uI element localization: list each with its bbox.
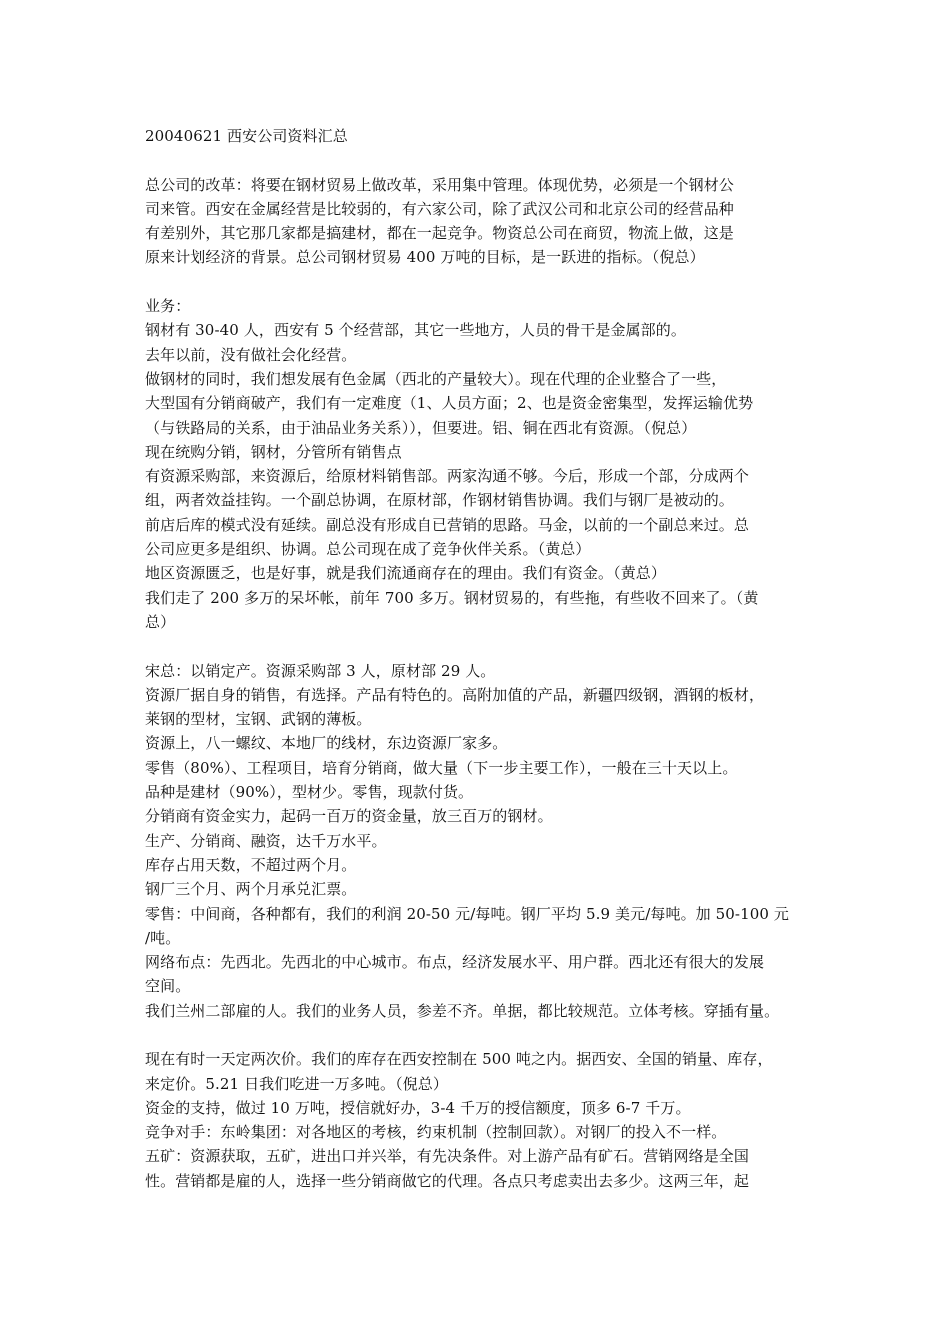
blank-line [145,270,825,294]
text-line: 库存占用天数，不超过两个月。 [145,855,357,874]
text-line: 品种是建材（90%），型材少。零售，现款付货。 [145,783,474,802]
text-line: 莱钢的型材，宝钢、武钢的薄板。 [145,710,372,729]
text-line: 有差别外，其它那几家都是搞建材，都在一起竞争。物资总公司在商贸，物流上做，这是 [145,224,734,243]
text-line: 性。营销都是雇的人，选择一些分销商做它的代理。各点只考虑卖出去多少。这两三年，起 [145,1171,750,1190]
blank-line [145,1023,825,1047]
text-line: 总） [145,612,176,631]
text-line: 组，两者效益挂钩。一个副总协调，在原材部，作钢材销售协调。我们与钢厂是被动的。 [145,491,734,510]
text-line: 生产、分销商、融资，达千万水平。 [145,831,387,850]
text-line: 司来管。西安在金属经营是比较弱的，有六家公司，除了武汉公司和北京公司的经营品种 [145,199,734,218]
text-line: 资源厂据自身的销售，有选择。产品有特色的。高附加值的产品，新疆四级钢，酒钢的板材， [145,685,765,704]
text-line: 宋总：以销定产。资源采购部 3 人，原材部 29 人。 [145,661,496,680]
text-line: 有资源采购部，来资源后，给原材料销售部。两家沟通不够。今后，形成一个部，分成两个 [145,467,750,486]
text-line: （与铁路局的关系，由于油品业务关系）），但要进。铝、铜在西北有资源。（倪总） [145,418,697,437]
text-line: 现在统购分销，钢材，分管所有销售点 [145,442,402,461]
text-line: 现在有时一天定两次价。我们的库存在西安控制在 500 吨之内。据西安、全国的销量、库存， [145,1050,773,1069]
text-line: 公司应更多是组织、协调。总公司现在成了竞争伙伴关系。（黄总） [145,540,591,559]
text-line: 分销商有资金实力，起码一百万的资金量，放三百万的钢材。 [145,807,553,826]
text-line: 钢材有 30-40 人，西安有 5 个经营部，其它一些地方，人员的骨干是金属部的。 [145,321,686,340]
section-heading: 业务： [145,297,191,316]
text-line: /吨。 [145,928,181,947]
text-line: 地区资源匮乏，也是好事，就是我们流通商存在的理由。我们有资金。（黄总） [145,564,667,583]
text-line: 总公司的改革：将要在钢材贸易上做改革，采用集中管理。体现优势，必须是一个钢材公 [145,175,734,194]
paragraph-song [145,659,825,1023]
text-line: 原来计划经济的背景。总公司钢材贸易 400 万吨的目标，是一跃进的指标。（倪总） [145,248,705,267]
text-line: 前店后库的模式没有延续。副总没有形成自已营销的思路。马金，以前的一个副总来过。总 [145,515,750,534]
text-line: 零售：中间商，各种都有，我们的利润 20-50 元/每吨。钢厂平均 5.9 美元/每吨。加 50-100 元 [145,904,790,923]
text-line: 零售（80%）、工程项目，培育分销商，做大量（下一步主要工作），一般在三十天以上。 [145,758,738,777]
text-line: 钢厂三个月、两个月承兑汇票。 [145,880,357,899]
paragraph-pricing [145,1047,825,1193]
paragraph-reform [145,173,825,270]
text-line: 资金的支持，做过 10 万吨，授信就好办，3-4 千万的授信额度，顶多 6-7 千万。 [145,1098,691,1117]
text-line: 资源上，八一螺纹、本地厂的线材，东边资源厂家多。 [145,734,508,753]
text-line: 空间。 [145,977,191,996]
text-line: 大型国有分销商破产，我们有一定难度（1、人员方面；2、也是资金密集型，发挥运输优势 [145,394,754,413]
text-line: 我们兰州二部雇的人。我们的业务人员，参差不齐。单据，都比较规范。立体考核。穿插有量。 [145,1001,780,1020]
document-page [145,124,825,1193]
text-line: 竞争对手：东岭集团：对各地区的考核，约束机制（控制回款）。对钢厂的投入不一样。 [145,1123,727,1142]
text-line: 做钢材的同时，我们想发展有色金属（西北的产量较大）。现在代理的企业整合了一些， [145,369,727,388]
text-line: 我们走了 200 多万的呆坏帐，前年 700 多万。钢材贸易的，有些拖，有些收不回来了。（黄 [145,588,759,607]
document-title: 20040621 西安公司资料汇总 [145,127,348,145]
text-line: 五矿：资源获取，五矿，进出口并兴举，有先决条件。对上游产品有矿石。营销网络是全国 [145,1147,750,1166]
blank-line [145,634,825,658]
text-line: 去年以前，没有做社会化经营。 [145,345,357,364]
paragraph-business [145,294,825,634]
text-line: 网络布点：先西北。先西北的中心城市。布点，经济发展水平、用户群。西北还有很大的发展 [145,953,765,972]
blank-line [145,148,825,172]
text-line: 来定价。5.21 日我们吃进一万多吨。（倪总） [145,1074,448,1093]
